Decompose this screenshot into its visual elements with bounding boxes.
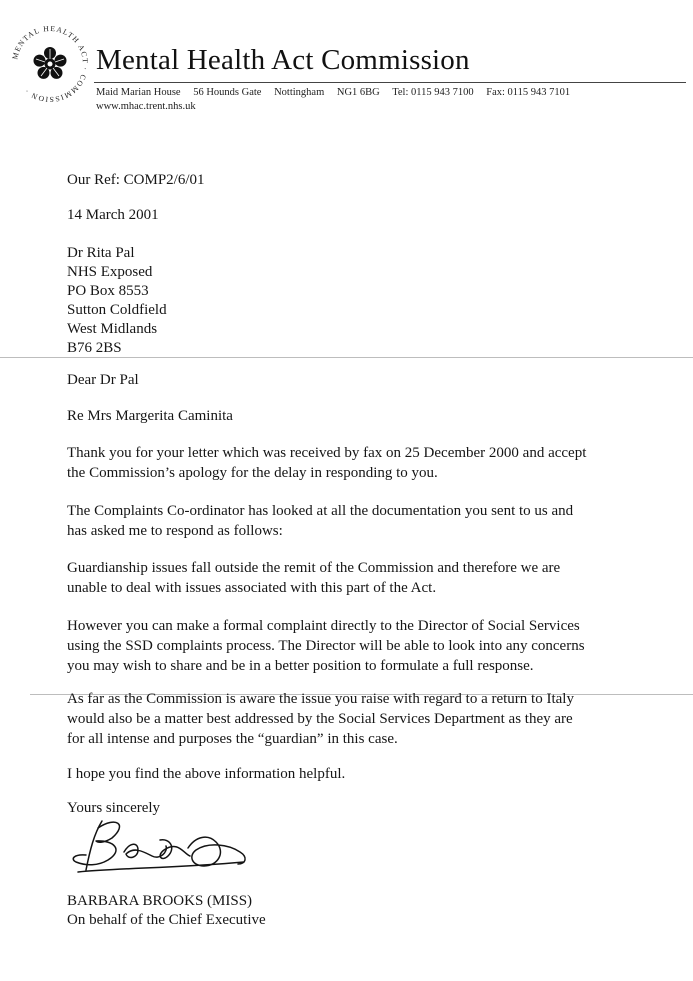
address-street: 56 Hounds Gate (193, 87, 262, 98)
body-paragraph (67, 501, 652, 541)
recipient-line: Sutton Coldfield (67, 302, 167, 318)
paragraph-line: However you can make a formal complaint directly to the Director of Social Services (67, 618, 580, 634)
body-paragraph (67, 558, 652, 598)
body-paragraph (67, 616, 652, 676)
paragraph-line: Guardianship issues fall outside the remit of the Commission and therefore we are (67, 560, 561, 576)
paragraph-line: I hope you find the above information helpful. (67, 766, 346, 782)
signatory-name: BARBARA BROOKS (MISS) (67, 893, 253, 909)
body-paragraph (67, 443, 652, 483)
body-paragraph (67, 764, 652, 784)
reference: Our Ref: COMP2/6/01 (67, 172, 205, 188)
fax-artefact-line (0, 357, 693, 358)
paragraph-line: using the SSD complaints process. The Director will be able to look into any concerns (67, 638, 585, 654)
closing: Yours sincerely (67, 800, 161, 816)
paragraph-line: The Complaints Co-ordinator has looked at all the documentation you sent to us and (67, 503, 574, 519)
handwritten-signature (68, 812, 258, 882)
recipient-line: NHS Exposed (67, 264, 153, 280)
body-paragraph (67, 689, 652, 749)
organisation-name: Mental Health Act Commission (96, 44, 470, 76)
letter-date: 14 March 2001 (67, 207, 159, 223)
paragraph-line: for all intense and purposes the “guardian” in this case. (67, 731, 398, 747)
letterhead-rule (94, 82, 686, 83)
address-fax: Fax: 0115 943 7101 (486, 87, 571, 98)
flower-seal-icon (8, 22, 92, 106)
paragraph-line: you may wish to share and be in a better position to formulate a full response. (67, 658, 534, 674)
letterhead-website: www.mhac.trent.nhs.uk (96, 101, 196, 112)
paragraph-line: has asked me to respond as follows: (67, 523, 283, 539)
address-building: Maid Marian House (96, 87, 181, 98)
address-phone: Tel: 0115 943 7100 (392, 87, 474, 98)
paragraph-line: the Commission’s apology for the delay in responding to you. (67, 465, 438, 481)
recipient-line: B76 2BS (67, 340, 122, 356)
recipient-line: Dr Rita Pal (67, 245, 135, 261)
svg-text:MENTAL HEALTH ACT · COMMISSION: MENTAL HEALTH ACT · COMMISSION · (10, 23, 91, 105)
paragraph-line: would also be a matter best addressed by the Social Services Department as they are (67, 711, 573, 727)
salutation: Dear Dr Pal (67, 372, 139, 388)
signatory-role: On behalf of the Chief Executive (67, 912, 266, 928)
paragraph-line: unable to deal with issues associated with this part of the Act. (67, 580, 437, 596)
subject-line: Re Mrs Margerita Caminita (67, 408, 233, 424)
recipient-line: West Midlands (67, 321, 158, 337)
paragraph-line: As far as the Commission is aware the issue you raise with regard to a return to Italy (67, 691, 574, 707)
address-city: Nottingham (274, 87, 325, 98)
letterhead-address (96, 87, 580, 98)
address-postcode: NG1 6BG (336, 87, 380, 98)
paragraph-line: Thank you for your letter which was received by fax on 25 December 2000 and accept (67, 445, 587, 461)
recipient-line: PO Box 8553 (67, 283, 149, 299)
